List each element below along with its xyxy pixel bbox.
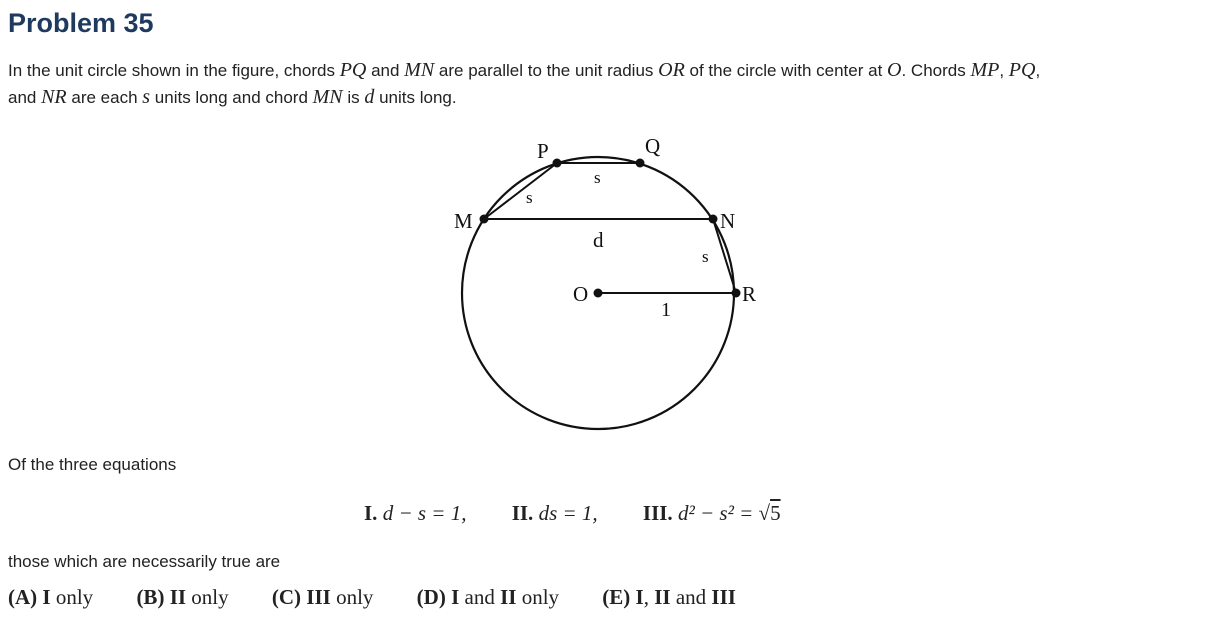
math-pq-2: PQ: [1008, 59, 1036, 81]
radicand: 5: [770, 501, 781, 525]
intro-text: . Chords: [901, 61, 971, 80]
answer-choices: [8, 585, 774, 610]
label-s-nr: s: [702, 247, 709, 266]
choice-e[interactable]: [602, 585, 736, 610]
point-p: [553, 159, 562, 168]
equations-intro: Of the three equations: [8, 455, 177, 474]
intro-text: ,: [1035, 61, 1041, 80]
intro-text: is: [342, 88, 365, 107]
question-prompt: those which are necessarily true are: [8, 552, 281, 571]
intro-text: units long and chord: [150, 88, 313, 107]
choice-letter: (B): [136, 585, 165, 609]
choice-letter: (A): [8, 585, 38, 609]
math-o: O: [887, 59, 902, 81]
point-r: [732, 289, 741, 298]
math-nr: NR: [41, 86, 67, 108]
point-q: [636, 159, 645, 168]
intro-text: and: [8, 88, 42, 107]
label-m: M: [454, 209, 473, 233]
equation-expression: d − s = 1,: [382, 501, 467, 525]
math-pq: PQ: [339, 59, 367, 81]
label-s-pq: s: [594, 168, 601, 187]
intro-text: are each: [66, 88, 143, 107]
math-mn-2: MN: [312, 86, 343, 108]
label-o: O: [573, 282, 589, 306]
label-d: d: [593, 228, 604, 252]
point-n: [709, 215, 718, 224]
equation-3: [643, 501, 781, 526]
choice-b[interactable]: [136, 585, 228, 610]
choice-a[interactable]: [8, 585, 93, 610]
choice-letter: (D): [416, 585, 446, 609]
choice-letter: (C): [271, 585, 302, 609]
label-p: P: [537, 139, 549, 163]
equation-2: [512, 501, 598, 526]
unit-circle-figure: [440, 130, 780, 440]
choice-text: III only: [306, 585, 374, 609]
label-q: Q: [645, 134, 661, 158]
math-mn: MN: [404, 59, 435, 81]
intro-text: ,: [999, 61, 1009, 80]
choice-c[interactable]: [272, 585, 374, 610]
math-mp: MP: [970, 59, 1000, 81]
math-or: OR: [658, 59, 685, 81]
problem-title: Problem 35: [8, 8, 154, 38]
point-o: [594, 289, 603, 298]
equation-1: [364, 501, 466, 526]
equation-number: I.: [364, 501, 378, 525]
intro-text: In the unit circle shown in the figure, chords: [8, 61, 340, 80]
intro-text: of the circle with center at: [684, 61, 888, 80]
choice-d[interactable]: [417, 585, 559, 610]
label-radius-1: 1: [661, 299, 671, 321]
label-n: N: [720, 209, 736, 233]
label-s-mp: s: [526, 188, 533, 207]
equations-list: [364, 501, 821, 526]
equation-expression: d² − s² = √: [677, 501, 771, 525]
choice-text: I, II and III: [635, 585, 736, 609]
problem-statement: [8, 57, 1208, 111]
point-m: [480, 215, 489, 224]
intro-text: units long.: [374, 88, 457, 107]
intro-text: and: [366, 61, 405, 80]
choice-text: I only: [42, 585, 94, 609]
choice-letter: (E): [602, 585, 631, 609]
math-d: d: [364, 86, 375, 108]
choice-text: I and II only: [451, 585, 560, 609]
label-r: R: [742, 282, 757, 306]
chord-mp: [484, 163, 557, 219]
equation-number: II.: [511, 501, 534, 525]
equation-number: III.: [642, 501, 673, 525]
intro-text: are parallel to the unit radius: [434, 61, 659, 80]
math-s: s: [142, 86, 151, 108]
choice-text: II only: [169, 585, 229, 609]
equation-expression: ds = 1,: [538, 501, 598, 525]
